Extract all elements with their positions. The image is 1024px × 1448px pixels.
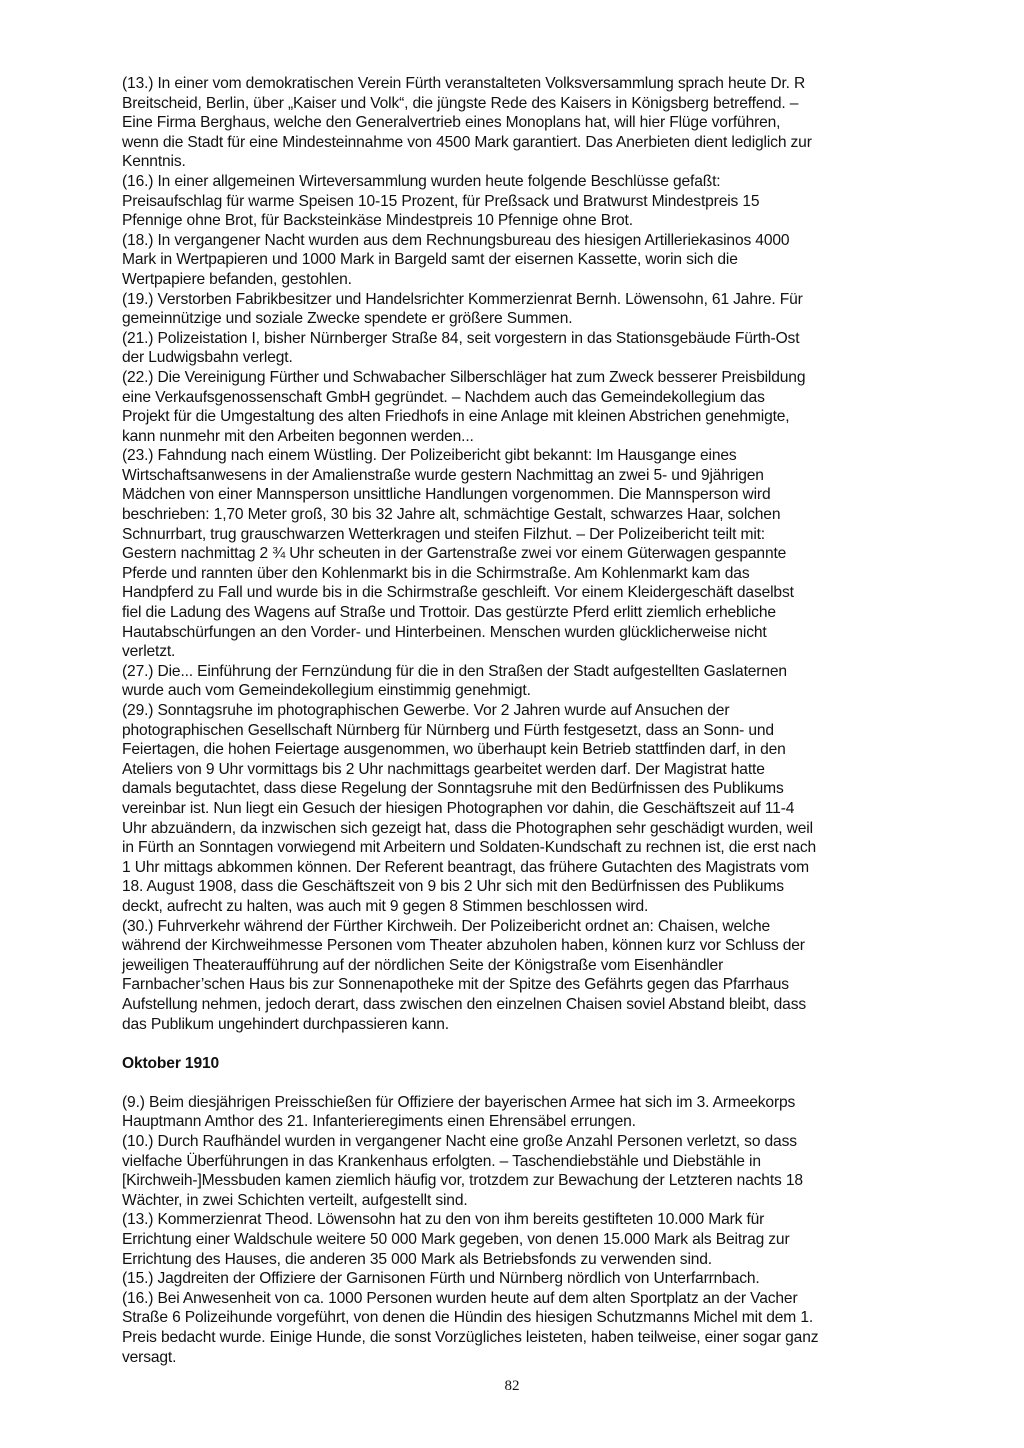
entry-paragraph — [122, 74, 922, 172]
text-line: in Fürth an Sonntagen vorwiegend mit Arbeitern und Soldaten-Kundschaft zu rechnen ist, die erst nach — [122, 839, 817, 857]
text-line: während der Kirchweihmesse Personen vom Theater abzuholen haben, können kurz vor Schluss der — [122, 937, 805, 955]
text-line: Eine Firma Berghaus, welche den Generalvertrieb eines Monoplans hat, will hier Flüge vorführen, — [122, 114, 781, 132]
text-line: Pferde und rannten über den Kohlenmarkt bis in die Schirmstraße. Am Kohlenmarkt kam das — [122, 564, 750, 582]
text-line: vielfache Überführungen in das Krankenhaus erfolgten. – Taschendiebstähle und Diebstähle in — [122, 1152, 761, 1170]
text-line: Farnbacher’schen Haus bis zur Sonnenapotheke mit der Spitze des Gefährts gegen das Pfarrhaus — [122, 976, 789, 994]
entry-paragraph — [122, 701, 922, 917]
text-line: (30.) Fuhrverkehr während der Fürther Kirchweih. Der Polizeibericht ordnet an: Chaisen, welche — [122, 917, 771, 935]
text-line: versagt. — [122, 1348, 177, 1366]
text-line: Errichtung des Hauses, die anderen 35 000 Mark als Betriebsfonds zu verwenden sind. — [122, 1250, 712, 1268]
text-line: verletzt. — [122, 643, 176, 661]
text-line: Mark in Wertpapieren und 1000 Mark in Bargeld samt der eisernen Kassette, worin sich die — [122, 251, 738, 269]
text-line: (13.) In einer vom demokratischen Verein Fürth veranstalteten Volksversammlung sprach heute Dr. R — [122, 75, 806, 92]
text-line: Preisaufschlag für warme Speisen 10-15 Prozent, für Preßsack und Bratwurst Mindestpreis 15 — [122, 192, 760, 210]
text-line: (18.) In vergangener Nacht wurden aus dem Rechnungsbureau des hiesigen Artilleriekasinos 4000 — [122, 231, 790, 249]
text-line: (16.) In einer allgemeinen Wirteversammlung wurden heute folgende Beschlüsse gefaßt: — [122, 172, 721, 190]
entry-paragraph — [122, 1289, 922, 1367]
text-line: Feiertagen, die hohen Feiertage ausgenommen, wo überhaupt kein Betrieb stattfinden darf, in den — [122, 741, 786, 759]
text-line: (13.) Kommerzienrat Theod. Löwensohn hat zu den von ihm bereits gestifteten 10.000 Mark für — [122, 1211, 765, 1229]
text-line: (9.) Beim diesjährigen Preisschießen für Offiziere der bayerischen Armee hat sich im 3. Armeekorps — [122, 1093, 796, 1111]
text-line: Mädchen von einer Mannsperson unsittliche Handlungen vorgenommen. Die Mannsperson wird — [122, 486, 771, 504]
text-line: Hauptmann Amthor des 21. Infanterieregiments einen Ehrensäbel errungen. — [122, 1113, 636, 1131]
entry-paragraph — [122, 231, 922, 290]
entry-paragraph — [122, 368, 922, 446]
text-line: deckt, aufrecht zu halten, was auch mit 9 gegen 8 Stimmen beschlossen wird. — [122, 897, 649, 915]
text-line: vereinbar ist. Nun liegt ein Gesuch der hiesigen Photographen vor dahin, die Geschäftszeit auf 11-4 — [122, 799, 795, 817]
text-line: damals begutachtet, dass diese Regelung der Sonntagsruhe mit den Bedürfnissen des Publikums — [122, 780, 784, 798]
text-line: Breitscheid, Berlin, über „Kaiser und Volk“, die jüngste Rede des Kaisers in Königsberg betreffend. – — [122, 94, 799, 112]
entry-paragraph — [122, 329, 922, 368]
text-line: der Ludwigsbahn verlegt. — [122, 349, 293, 367]
entry-paragraph — [122, 662, 922, 701]
text-line: Uhr abzuändern, da inzwischen sich gezeigt hat, dass die Photographen sehr geschädigt wurden, weil — [122, 819, 813, 837]
text-line: (15.) Jagdreiten der Offiziere der Garnisonen Fürth und Nürnberg nördlich von Unterfarrnbach. — [122, 1270, 760, 1288]
entry-paragraph — [122, 1093, 922, 1132]
text-line: jeweiligen Theateraufführung auf der nördlichen Seite der Königstraße vom Eisenhändler — [122, 956, 724, 974]
text-line: gemeinnützige und soziale Zwecke spendete er größere Summen. — [122, 310, 573, 328]
text-line: wenn die Stadt für eine Mindesteinnahme von 4500 Mark garantiert. Das Anerbieten dient lediglich zur — [122, 133, 812, 151]
entry-paragraph — [122, 172, 922, 231]
section — [122, 74, 922, 1034]
text-line: (27.) Die... Einführung der Fernzündung für die in den Straßen der Stadt aufgestellten Gaslaternen — [122, 662, 787, 680]
text-line: photographischen Gesellschaft Nürnberg für Nürnberg und Fürth festgesetzt, dass an Sonn- und — [122, 721, 774, 739]
text-line: Errichtung einer Waldschule weitere 50 000 Mark gegeben, von denen 15.000 Mark als Beitrag zur — [122, 1231, 790, 1249]
text-line: (21.) Polizeistation I, bisher Nürnberger Straße 84, seit vorgestern in das Stationsgebäude Fürth-Ost — [122, 329, 800, 347]
text-line: 18. August 1908, dass die Geschäftszeit von 9 bis 2 Uhr sich mit den Bedürfnissen des Publikums — [122, 878, 784, 896]
text-line: Schnurrbart, trug grauschwarzen Wetterkragen und steifen Filzhut. – Der Polizeibericht teilt mit: — [122, 525, 765, 543]
text-line: Straße 6 Polizeihunde vorgeführt, von denen die Hündin des hiesigen Schutzmanns Michel mit dem 1. — [122, 1309, 814, 1327]
text-line: beschrieben: 1,70 Meter groß, 30 bis 32 Jahre alt, schmächtige Gestalt, schwarzes Haar, solchen — [122, 506, 781, 524]
text-line: Aufstellung nehmen, jedoch derart, dass zwischen den einzelnen Chaisen soviel Abstand bleibt, dass — [122, 995, 806, 1013]
text-line: (16.) Bei Anwesenheit von ca. 1000 Personen wurden heute auf dem alten Sportplatz an der Vacher — [122, 1289, 798, 1307]
text-line: Wirtschaftsanwesens in der Amalienstraße wurde gestern Nachmittag an zwei 5- und 9jährigen — [122, 466, 764, 484]
text-line: wurde auch vom Gemeindekollegium einstimmig genehmigt. — [122, 682, 531, 700]
text-line: eine Verkaufsgenossenschaft GmbH gegründet. – Nachdem auch das Gemeindekollegium das — [122, 388, 765, 406]
section — [122, 1034, 922, 1367]
text-line: Wertpapiere befanden, gestohlen. — [122, 270, 352, 288]
text-line: Ateliers von 9 Uhr vormittags bis 2 Uhr nachmittags gearbeitet werden darf. Der Magistrat hatte — [122, 760, 765, 778]
entry-paragraph — [122, 1210, 922, 1269]
text-line: (22.) Die Vereinigung Fürther und Schwabacher Silberschläger hat zum Zweck besserer Preisbildung — [122, 368, 806, 386]
entry-paragraph — [122, 290, 922, 329]
text-line: (10.) Durch Raufhändel wurden in vergangener Nacht eine große Anzahl Personen verletzt, so dass — [122, 1133, 797, 1151]
document-body — [122, 74, 922, 1367]
text-line: Projekt für die Umgestaltung des alten Friedhofs in eine Anlage mit kleinen Abstrichen genehmigte, — [122, 408, 790, 426]
text-line: Gestern nachmittag 2 ¾ Uhr scheuten in der Gartenstraße zwei vor einem Güterwagen gespannte — [122, 545, 787, 563]
text-line: kann nunmehr mit den Arbeiten begonnen werden... — [122, 427, 474, 445]
entry-paragraph — [122, 1269, 922, 1289]
text-line: (23.) Fahndung nach einem Wüstling. Der Polizeibericht gibt bekannt: Im Hausgange eines — [122, 447, 737, 465]
text-line: Preis bedacht wurde. Einige Hunde, die sonst Vorzügliches leisteten, haben teilweise, einer sogar ganz — [122, 1329, 819, 1346]
text-line: (19.) Verstorben Fabrikbesitzer und Handelsrichter Kommerzienrat Bernh. Löwensohn, 61 Jahre. Für — [122, 290, 803, 308]
page-number: 82 — [504, 1378, 520, 1394]
text-line: Pfennige ohne Brot, für Backsteinkäse Mindestpreis 10 Pfennige ohne Brot. — [122, 212, 633, 230]
text-line: Kenntnis. — [122, 153, 186, 171]
section-heading: Oktober 1910 — [122, 1054, 220, 1072]
entry-paragraph — [122, 1132, 922, 1210]
text-line: Handpferd zu Fall und wurde bis in die Schirmstraße geschleift. Vor einem Kleidergeschäft daselbst — [122, 584, 794, 602]
text-line: Wächter, in zwei Schichten verteilt, aufgestellt sind. — [122, 1191, 468, 1209]
text-line: fiel die Ladung des Wagens auf Straße und Trottoir. Das gestürzte Pferd erlitt ziemlich erhebliche — [122, 604, 776, 622]
text-line: 1 Uhr mittags abkommen können. Der Referent beantragt, das frühere Gutachten des Magistrats vom — [122, 858, 809, 876]
text-line: (29.) Sonntagsruhe im photographischen Gewerbe. Vor 2 Jahren wurde auf Ansuchen der — [122, 702, 730, 719]
entry-paragraph — [122, 917, 922, 1035]
text-line: [Kirchweih-]Messbuden kamen ziemlich häufig vor, trotzdem zur Bewachung der Letzteren nachts 18 — [122, 1172, 803, 1190]
text-line: Hautabschürfungen an den Vorder- und Hinterbeinen. Menschen wurden glücklicherweise nicht — [122, 623, 767, 641]
text-line: das Publikum ungehindert durchpassieren kann. — [122, 1015, 449, 1033]
entry-paragraph — [122, 446, 922, 662]
